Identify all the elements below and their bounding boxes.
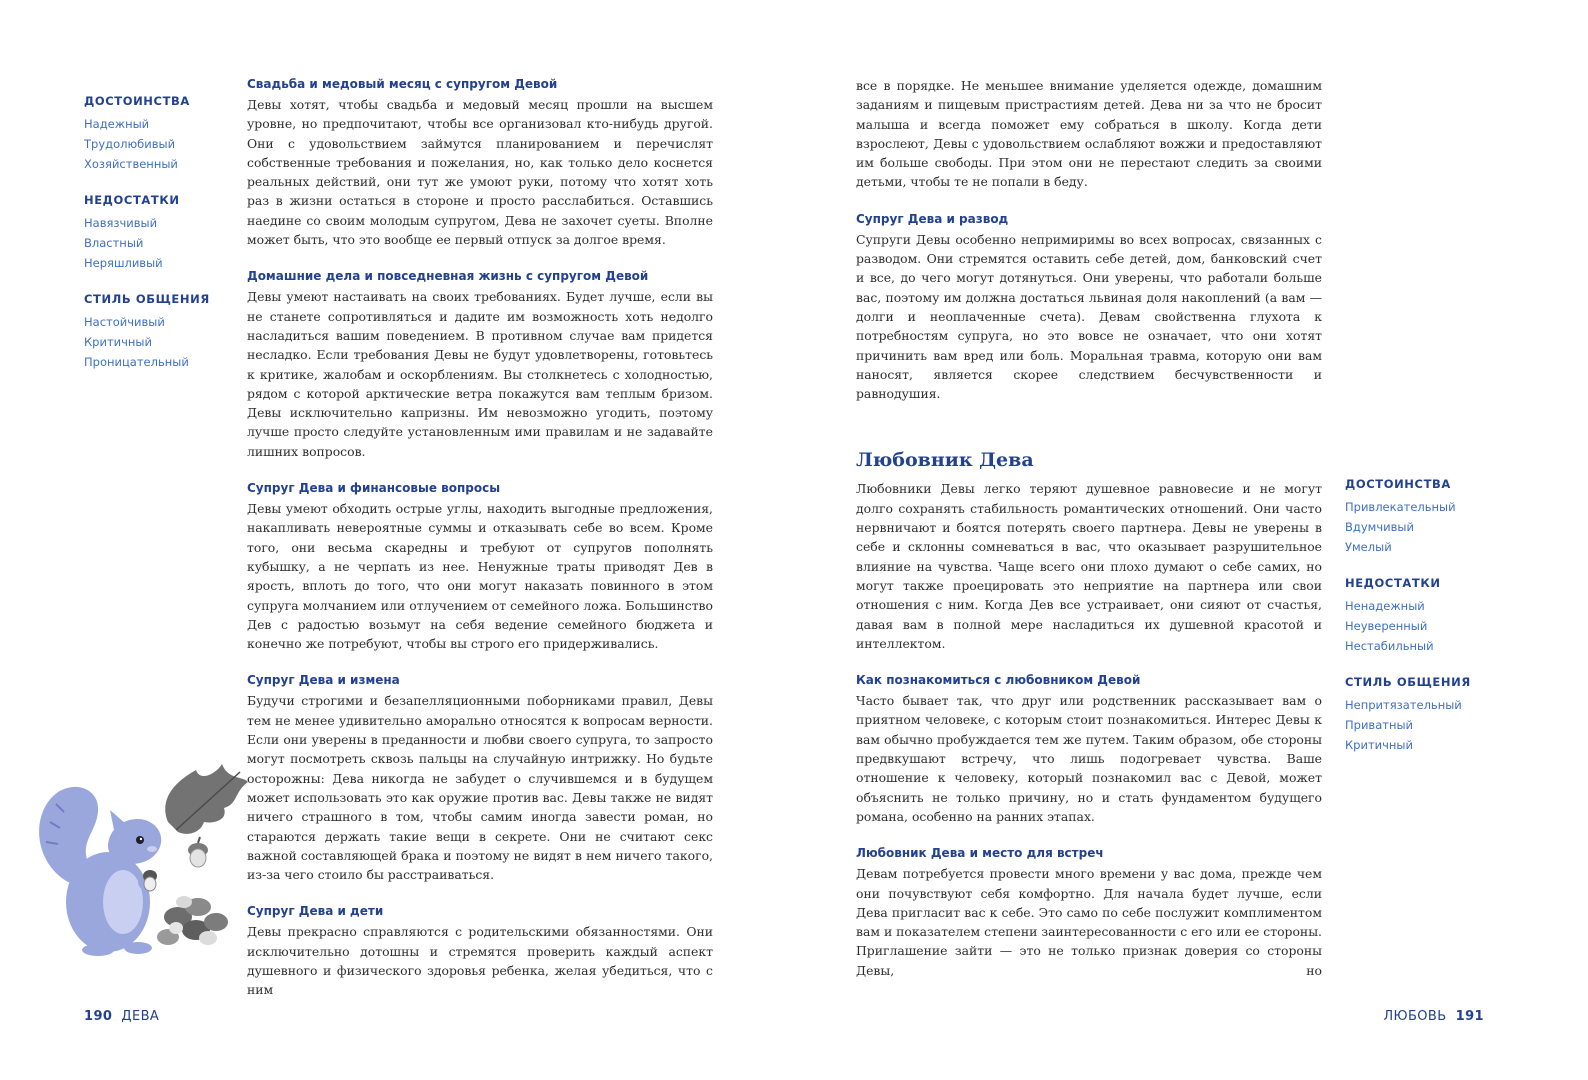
continuation-text: все в порядке. Не меньшее внимание уделяется одежде, домашним заданиям и пищевым пристрастиям детей. Дева ни за что не бросит малыша и всегда поможет ему собраться в школу. Когда дети взрослеют, Девы с удовольствием ослабляют вожжи и предоставляют им больше свободы. При этом они не перестают следить за своими детьми, чтобы те не попали в беду. xyxy=(856,78,1322,190)
section-text: Девы умеют настаивать на своих требованиях. Будет лучше, если вы не станете сопротивляться и дадите им возможность хоть недолго насладиться вашим поведением. В противном случае вам придется несладко. Если требования Девы не будут удовлетворены, готовьтесь к критике, жалобам и оскорблениям. Вы столкнетесь с холодностью, рядом с которой арктические ветра покажутся вам теплым бризом. Девы исключительно капризны. Им невозможно угодить, поэтому лучше просто следуйте установленным ими правилам и не задавайте лишних вопросов. xyxy=(247,289,713,459)
merit-item: Умелый xyxy=(1345,540,1392,554)
style-item: Проницательный xyxy=(84,355,189,369)
flaw-item: Неряшливый xyxy=(84,256,163,270)
section-heading: Домашние дела и повседневная жизнь с супругом Девой xyxy=(247,269,649,284)
merits-heading: ДОСТОИНСТВА xyxy=(84,94,190,108)
section-heading: Как познакомиться с любовником Девой xyxy=(856,673,1141,688)
merits-list xyxy=(1345,497,1515,557)
right-folio xyxy=(1383,1009,1484,1024)
squirrel-illustration-icon xyxy=(28,752,258,967)
flaws-list xyxy=(84,213,224,273)
flaw-item: Неуверенный xyxy=(1345,619,1428,633)
chapter-title: Любовник Дева xyxy=(856,449,1034,472)
style-item: Критичный xyxy=(84,335,152,349)
flaws-heading: НЕДОСТАТКИ xyxy=(84,193,180,207)
section-text: Часто бывает так, что друг или родственник рассказывает вам о приятном человеке, с которым стоит познакомиться. Интерес Девы к вам обычно пробуждается тем же путем. Таким образом, обе стороны предвкушают встречу, что лишь подогревает чувства. Ваше отношение к человеку, который познакомил вас с Девой, может объяснить не только причину, но и стать фундаментом будущего романа, особенно на ранних этапах. xyxy=(856,693,1322,824)
section-heading: Свадьба и медовый месяц с супругом Девой xyxy=(247,77,558,91)
page-number: 190 xyxy=(84,1009,113,1024)
style-item: Непритязательный xyxy=(1345,698,1462,712)
style-item: Приватный xyxy=(1345,718,1414,732)
page-number: 191 xyxy=(1455,1009,1484,1024)
flaws-list xyxy=(1345,596,1515,656)
flaw-item: Властный xyxy=(84,236,144,250)
oak-leaf-icon xyxy=(165,764,248,834)
style-item: Настойчивый xyxy=(84,315,165,329)
section-text: Девы умеют обходить острые углы, находить выгодные предложения, накапливать невероятные суммы и отказывать себе во всем. Кроме того, они весьма скаредны и требуют от супругов пополнять кубышку, а не черпать из нее. Ненужные траты приводят Дев в ярость, вплоть до того, что они могут наказать повинного в этом супруга молчанием или отлучением от семейного ложа. Большинство Дев с радостью возьмут на себя ведение семейного бюджета и конечно же потребуют, чтобы вы строго его придерживались. xyxy=(247,501,713,652)
flaw-item: Нестабильный xyxy=(1345,639,1434,653)
section-heading: Супруг Дева и измена xyxy=(247,673,400,688)
section-text: Супруги Девы особенно непримиримы во всех вопросах, связанных с разводом. Они стремятся оставить себе детей, дом, банковский счет и все, до чего могут дотянуться. Они уверены, что работали больше вас, поэтому им должна достаться львиная доля накоплений (а вам — долги и неоплаченные счета). Девам свойственна глухота к потребностям супруга, но это вовсе не означает, что они хотят причинить вам вред или боль. Моральная травма, которую они вам наносят, является скорее следствием бесчувственности и равнодушия. xyxy=(856,231,1322,402)
right-text-column xyxy=(856,76,1322,999)
merit-item: Вдумчивый xyxy=(1345,520,1414,534)
merits-heading: ДОСТОИНСТВА xyxy=(1345,477,1451,491)
section-heading: Супруг Дева и финансовые вопросы xyxy=(247,481,501,496)
style-list xyxy=(1345,695,1515,755)
left-text-column xyxy=(247,76,713,1019)
section-heading: Супруг Дева и дети xyxy=(247,904,384,919)
merit-item: Надежный xyxy=(84,117,150,131)
merit-item: Хозяйственный xyxy=(84,157,178,171)
left-folio xyxy=(84,1009,159,1024)
style-heading: СТИЛЬ ОБЩЕНИЯ xyxy=(1345,675,1471,689)
section-text: Девы хотят, чтобы свадьба и медовый месяц прошли на высшем уровне, но предпочитают, чтобы все организовал кто-нибудь другой. Они с удовольствием займутся планированием и перечислят собственные требования и пожелания, но, как только дело коснется реальных действий, они тут же умоют руки, потому что хотят хоть раз в жизни остаться в стороне и просто расслабиться. Оставшись наедине со своим молодым супругом, Дева не захочет суеты. Вполне может быть, что это вообще ее первый отпуск за долгое время. xyxy=(247,97,713,248)
merit-item: Привлекательный xyxy=(1345,500,1456,514)
right-sidebar xyxy=(1345,477,1515,774)
section-text: Девы прекрасно справляются с родительскими обязанностями. Они исключительно дотошны и стремятся проверить каждый аспект душевного и физического здоровья ребенка, желая убедиться, что с ним xyxy=(247,924,713,998)
section-heading: Любовник Дева и место для встреч xyxy=(856,846,1104,861)
left-sidebar xyxy=(84,94,224,391)
merit-item: Трудолюбивый xyxy=(84,137,176,151)
style-item: Критичный xyxy=(1345,738,1413,752)
flaw-item: Ненадежный xyxy=(1345,599,1425,613)
style-heading: СТИЛЬ ОБЩЕНИЯ xyxy=(84,292,210,306)
section-heading: Супруг Дева и развод xyxy=(856,211,1009,226)
chapter-label: ЛЮБОВЬ xyxy=(1383,1009,1447,1024)
acorn-pile-icon xyxy=(157,896,228,945)
flaws-heading: НЕДОСТАТКИ xyxy=(1345,576,1441,590)
style-list xyxy=(84,312,224,372)
acorn-icon xyxy=(188,837,208,867)
chapter-intro: Любовники Девы легко теряют душевное равновесие и не могут долго сохранять стабильность романтических отношений. Они часто нервничают и боятся потерять своего партнера. Девы не уверены в себе и склонны сомневаться в вас, что оказывает разрушительное влияние на чувства. Чаще всего они плохо думают о себе самих, но могут также проецировать это неприятие на партнера или свои отношения с ним. Когда Дев все устраивает, они сияют от счастья, давая вам в полной мере насладиться их душевной красотой и интеллектом. xyxy=(856,481,1322,651)
flaw-item: Навязчивый xyxy=(84,216,158,230)
section-text: Девам потребуется провести много времени у вас дома, прежде чем они почувствуют себя комфортно. Для начала будет лучше, если Дева пригласит вас к себе. Это само по себе послужит комплиментом вам и показателем степени заинтересованности с его или ее стороны. Приглашение зайти — это не только признак доверия со стороны Девы, но xyxy=(856,866,1322,978)
section-text: Будучи строгими и безапелляционными поборниками правил, Девы тем не менее удивительно аморально относятся к вопросам верности. Если они уверены в преданности и любви своего супруга, то запросто могут посмотреть сквозь пальцы на случайную интрижку. Но будьте осторожны: Дева никогда не забудет о случившемся и в будущем может использовать это как оружие против вас. Девы также не видят ничего страшного в том, чтобы самим иногда завести роман, но стараются держать такие вещи в секрете. Они не считают секс важной составляющей брака и поэтому не видят в нем ничего такого, из-за чего стоило бы расстраиваться. xyxy=(247,693,713,883)
merits-list xyxy=(84,114,224,174)
chapter-label: ДЕВА xyxy=(121,1009,160,1024)
